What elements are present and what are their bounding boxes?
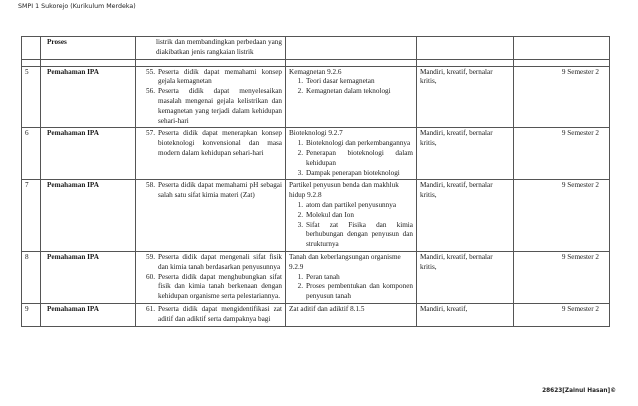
cell-elemen: Pemahaman IPA bbox=[41, 128, 136, 180]
materi-list bbox=[289, 77, 413, 97]
page-footer: 28623[Zainul Hasan]© bbox=[542, 388, 616, 394]
cell-semester: 9 Semester 2 bbox=[514, 180, 610, 252]
indikator-text: Peserta didik dapat mengenali sifat fisik dan kimia tanah berdasarkan penyusunnya bbox=[158, 252, 282, 271]
indikator-text: Peserta didik dapat memahami pH sebagai salah satu sifat kimia materi (Zat) bbox=[158, 181, 282, 200]
indikator-list bbox=[139, 253, 282, 302]
indikator-list bbox=[139, 68, 282, 127]
materi-text: Kemagnetan dalam teknologi bbox=[306, 87, 391, 96]
materi-item bbox=[289, 201, 413, 211]
cell-materi bbox=[286, 37, 417, 60]
cell-profil bbox=[417, 37, 514, 60]
materi-text: Molekul dan Ion bbox=[306, 210, 354, 219]
indikator-number: 59. bbox=[146, 252, 155, 261]
indikator-item bbox=[139, 129, 282, 158]
materi-number: 1. bbox=[297, 272, 303, 281]
cell-semester: 9 Semester 2 bbox=[514, 251, 610, 303]
materi-number: 2. bbox=[297, 282, 303, 291]
curriculum-table bbox=[21, 36, 610, 327]
materi-title: Bioteknologi 9.2.7 bbox=[289, 129, 343, 138]
cell-indikator bbox=[136, 251, 286, 303]
table-row bbox=[22, 303, 610, 326]
cell-materi bbox=[286, 66, 417, 128]
materi-list bbox=[289, 273, 413, 302]
materi-number: 3. bbox=[297, 168, 303, 177]
cell-materi bbox=[286, 180, 417, 252]
materi-number: 1. bbox=[297, 77, 303, 86]
indikator-item bbox=[139, 253, 282, 273]
indikator-text: Peserta didik dapat memahami konsep gejala kemagnetan bbox=[158, 67, 282, 86]
materi-number: 2. bbox=[297, 87, 303, 96]
cell-semester: 9 Semester 2 bbox=[514, 66, 610, 128]
table-row-continuation bbox=[22, 37, 610, 60]
materi-item bbox=[289, 77, 413, 87]
materi-item bbox=[289, 149, 413, 169]
cell-elemen: Pemahaman IPA bbox=[41, 66, 136, 128]
indikator-list bbox=[139, 129, 282, 158]
materi-item bbox=[289, 282, 413, 302]
cell-indikator bbox=[136, 66, 286, 128]
cell-profil: Mandiri, kreatif, bernalar kritis, bbox=[417, 251, 514, 303]
materi-text: atom dan partikel penyusunnya bbox=[306, 200, 397, 209]
cell-elemen: Proses bbox=[41, 37, 136, 60]
materi-text: Proses pembentukan dan komponen penyusun tanah bbox=[306, 282, 413, 301]
materi-number: 2. bbox=[297, 148, 303, 157]
materi-text: Peran tanah bbox=[306, 272, 340, 281]
materi-item bbox=[289, 211, 413, 221]
materi-number: 1. bbox=[297, 200, 303, 209]
cell-no: 6 bbox=[22, 128, 41, 180]
cell-no: 5 bbox=[22, 66, 41, 128]
cell-indikator: listrik dan membandingkan perbedaan yang diakibatkan jenis rangkaian listrik bbox=[136, 37, 286, 60]
indikator-item bbox=[139, 273, 282, 302]
indikator-text: Peserta didik dapat mengidentifikasi zat aditif dan adiktif serta dampaknya bagi bbox=[158, 304, 282, 323]
cell-materi bbox=[286, 303, 417, 326]
cell-profil: Mandiri, kreatif, bernalar kritis, bbox=[417, 128, 514, 180]
page-header: SMPI 1 Sukorejo (Kurikulum Merdeka) bbox=[18, 3, 136, 10]
materi-title: Kemagnetan 9.2.6 bbox=[289, 67, 342, 76]
materi-text: Dampak penerapan bioteknologi bbox=[306, 168, 400, 177]
cell-semester bbox=[514, 37, 610, 60]
cell-semester: 9 Semester 2 bbox=[514, 303, 610, 326]
indikator-item bbox=[139, 305, 282, 325]
materi-number: 1. bbox=[297, 139, 303, 148]
cell-profil: Mandiri, kreatif, bernalar kritis, bbox=[417, 66, 514, 128]
materi-list bbox=[289, 139, 413, 178]
table-row bbox=[22, 128, 610, 180]
indikator-item bbox=[139, 87, 282, 126]
table-row bbox=[22, 66, 610, 128]
cell-profil: Mandiri, kreatif, bernalar kritis, bbox=[417, 180, 514, 252]
indikator-number: 57. bbox=[146, 129, 155, 138]
indikator-text: Peserta didik dapat menyelesaikan masalah mengenai gejala kelistrikan dan kemagnetan yang terjadi dalam kehidupan sehari-hari bbox=[158, 87, 282, 125]
materi-item bbox=[289, 273, 413, 283]
indikator-number: 56. bbox=[146, 87, 155, 96]
cell-elemen: Pemahaman IPA bbox=[41, 251, 136, 303]
indikator-item bbox=[139, 68, 282, 88]
table-body bbox=[22, 37, 610, 327]
materi-text: Bioteknologi dan perkembangannya bbox=[306, 139, 411, 148]
materi-text: Teori dasar kemagnetan bbox=[306, 77, 375, 86]
indikator-number: 58. bbox=[146, 181, 155, 190]
indikator-item bbox=[139, 181, 282, 201]
materi-text: Penerapan bioteknologi dalam kehidupan bbox=[306, 148, 413, 167]
indikator-list bbox=[139, 181, 282, 201]
materi-title: Partikel penyusun benda dan makhluk hidup 9.2.8 bbox=[289, 181, 399, 200]
materi-text: Sifat zat Fisika dan kimia berhubungan dengan penyusun dan strukturnya bbox=[306, 220, 413, 249]
cell-indikator bbox=[136, 128, 286, 180]
cell-indikator bbox=[136, 180, 286, 252]
indikator-number: 60. bbox=[146, 272, 155, 281]
materi-title: Zat aditif dan adiktif 8.1.5 bbox=[289, 304, 365, 313]
indikator-list bbox=[139, 305, 282, 325]
indikator-number: 55. bbox=[146, 67, 155, 76]
materi-item bbox=[289, 87, 413, 97]
cell-no: 7 bbox=[22, 180, 41, 252]
materi-item bbox=[289, 221, 413, 250]
cell-materi bbox=[286, 128, 417, 180]
spacer-row bbox=[22, 59, 610, 66]
materi-item bbox=[289, 169, 413, 179]
materi-item bbox=[289, 139, 413, 149]
materi-number: 3. bbox=[297, 220, 303, 229]
indikator-number: 61. bbox=[146, 304, 155, 313]
cell-no: 9 bbox=[22, 303, 41, 326]
cell-elemen: Pemahaman IPA bbox=[41, 303, 136, 326]
table-row bbox=[22, 251, 610, 303]
indikator-text: Peserta didik dapat menghubungkan sifat fisik dan kimia tanah berkenaan dengan kehidupan organisme serta pelestariannya. bbox=[158, 272, 282, 301]
cell-materi bbox=[286, 251, 417, 303]
cell-no: 8 bbox=[22, 251, 41, 303]
materi-list bbox=[289, 201, 413, 250]
materi-title: Tanah dan keberlangsungan organisme 9.2.9 bbox=[289, 252, 401, 271]
table-row bbox=[22, 180, 610, 252]
indikator-text: Peserta didik dapat menerapkan konsep bioteknologi konvensional dan masa modern dalam kehidupan sehari-hari bbox=[158, 129, 282, 157]
cell-no bbox=[22, 37, 41, 60]
materi-number: 2. bbox=[297, 210, 303, 219]
cell-semester: 9 Semester 2 bbox=[514, 128, 610, 180]
cell-profil: Mandiri, kreatif, bbox=[417, 303, 514, 326]
cell-indikator bbox=[136, 303, 286, 326]
cell-elemen: Pemahaman IPA bbox=[41, 180, 136, 252]
